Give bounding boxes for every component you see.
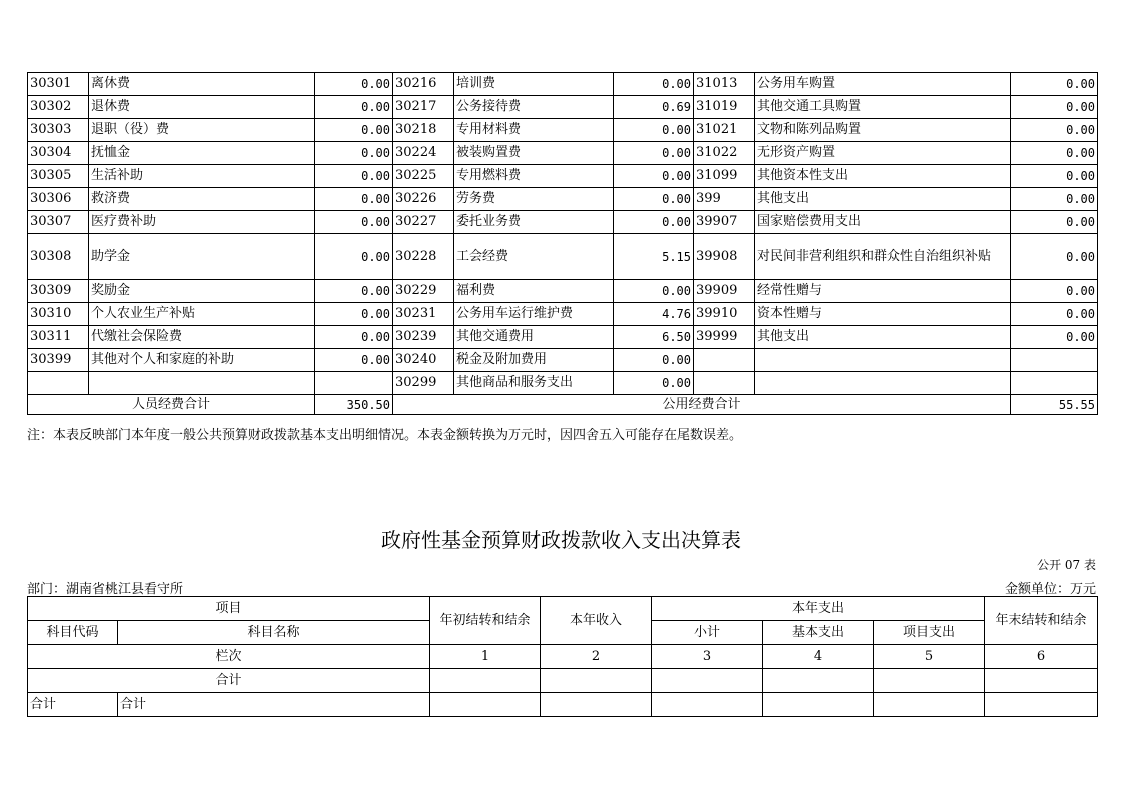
department-label: 部门：湖南省桃江县看守所 (27, 582, 184, 597)
cell-code: 39907 (694, 211, 755, 234)
table-row (28, 326, 1098, 349)
cell-code: 39999 (694, 326, 755, 349)
cell-name: 其他对个人和家庭的补助 (89, 349, 315, 372)
cell-code: 30229 (393, 280, 454, 303)
cell-value: 0.00 (614, 280, 694, 303)
cell-name: 其他支出 (755, 326, 1011, 349)
cell-value: 0.00 (614, 211, 694, 234)
cell-name (755, 349, 1011, 372)
cell-value: 0.00 (614, 372, 694, 395)
cell-code: 31099 (694, 165, 755, 188)
cell-name: 税金及附加费用 (454, 349, 614, 372)
cell-name: 个人农业生产补贴 (89, 303, 315, 326)
table-row (28, 349, 1098, 372)
cell-code: 30216 (393, 73, 454, 96)
cell-value: 5.15 (614, 234, 694, 280)
public-total-label: 公用经费合计 (393, 395, 1011, 415)
header-income: 本年收入 (541, 597, 652, 645)
cell-value: 0.00 (1011, 211, 1098, 234)
cell-value: 0.00 (1011, 326, 1098, 349)
table-row (28, 119, 1098, 142)
header-subject-name: 科目名称 (118, 621, 430, 645)
cell-name: 对民间非营利组织和群众性自治组织补贴 (755, 234, 1011, 280)
table-row (28, 142, 1098, 165)
column-number: 2 (541, 645, 652, 669)
empty-cell (874, 669, 985, 693)
expense-table-body (28, 73, 1098, 395)
table-row (28, 73, 1098, 96)
cell-code: 30239 (393, 326, 454, 349)
cell-name: 离休费 (89, 73, 315, 96)
amount-unit-label: 金额单位：万元 (1004, 582, 1096, 597)
cell-code: 30309 (28, 280, 89, 303)
cell-name: 国家赔偿费用支出 (755, 211, 1011, 234)
cell-name: 退职（役）费 (89, 119, 315, 142)
cell-code: 31019 (694, 96, 755, 119)
table-row (28, 96, 1098, 119)
table-row (28, 188, 1098, 211)
cell-code: 39908 (694, 234, 755, 280)
column-number: 5 (874, 645, 985, 669)
fund-total-label: 合计 (28, 669, 430, 693)
cell-name: 专用材料费 (454, 119, 614, 142)
cell-code: 399 (694, 188, 755, 211)
cell-value: 0.00 (614, 73, 694, 96)
cell-code: 30224 (393, 142, 454, 165)
cell-name: 助学金 (89, 234, 315, 280)
personnel-total-value: 350.50 (315, 395, 393, 415)
cell-value: 0.00 (614, 349, 694, 372)
page-title: 政府性基金预算财政拨款收入支出决算表 (381, 528, 741, 552)
cell-name: 医疗费补助 (89, 211, 315, 234)
cell-code: 30302 (28, 96, 89, 119)
table-note: 注：本表反映部门本年度一般公共预算财政拨款基本支出明细情况。本表金额转换为万元时，因四舍五入可能存在尾数误差。 (27, 428, 743, 443)
cell-name: 资本性赠与 (755, 303, 1011, 326)
cell-value: 0.00 (614, 188, 694, 211)
cell-code (694, 349, 755, 372)
government-fund-table (27, 596, 1098, 717)
basic-expenditure-detail-table (27, 72, 1098, 415)
cell-value: 0.00 (315, 303, 393, 326)
fund-total-row (28, 669, 1098, 693)
personnel-total-label: 人员经费合计 (28, 395, 315, 415)
cell-code: 30240 (393, 349, 454, 372)
cell-code: 30227 (393, 211, 454, 234)
cell-code: 30305 (28, 165, 89, 188)
cell-value: 0.00 (315, 188, 393, 211)
table-row (28, 234, 1098, 280)
cell-name: 无形资产购置 (755, 142, 1011, 165)
cell-code (28, 372, 89, 395)
cell-code: 30307 (28, 211, 89, 234)
cell-code: 30225 (393, 165, 454, 188)
cell-name: 福利费 (454, 280, 614, 303)
cell-name: 退休费 (89, 96, 315, 119)
empty-cell (985, 693, 1098, 717)
cell-name: 代缴社会保险费 (89, 326, 315, 349)
cell-name: 公务用车运行维护费 (454, 303, 614, 326)
cell-code: 30299 (393, 372, 454, 395)
cell-value: 0.00 (315, 142, 393, 165)
table-row (28, 165, 1098, 188)
header-item: 项目 (28, 597, 430, 621)
cell-value: 6.50 (614, 326, 694, 349)
cell-name: 其他支出 (755, 188, 1011, 211)
cell-name: 专用燃料费 (454, 165, 614, 188)
cell-value: 0.00 (315, 349, 393, 372)
cell-value: 0.00 (1011, 280, 1098, 303)
cell-value: 0.00 (315, 211, 393, 234)
cell-code: 30311 (28, 326, 89, 349)
cell-value (1011, 372, 1098, 395)
total-row (28, 395, 1098, 415)
column-number: 4 (763, 645, 874, 669)
cell-name: 公务用车购置 (755, 73, 1011, 96)
cell-code: 31021 (694, 119, 755, 142)
empty-cell (541, 693, 652, 717)
header-row-1 (28, 597, 1098, 621)
public-total-value: 55.55 (1011, 395, 1098, 415)
cell-code: 30301 (28, 73, 89, 96)
cell-code: 30226 (393, 188, 454, 211)
empty-cell (763, 669, 874, 693)
column-number-row (28, 645, 1098, 669)
cell-name: 奖励金 (89, 280, 315, 303)
fund-subject-code: 合计 (28, 693, 118, 717)
cell-value: 0.69 (614, 96, 694, 119)
cell-value: 0.00 (614, 119, 694, 142)
cell-code: 30399 (28, 349, 89, 372)
cell-value: 0.00 (1011, 303, 1098, 326)
cell-value: 0.00 (315, 96, 393, 119)
table-row (28, 211, 1098, 234)
cell-name: 被装购置费 (454, 142, 614, 165)
cell-value: 4.76 (614, 303, 694, 326)
cell-name: 其他交通工具购置 (755, 96, 1011, 119)
empty-cell (985, 669, 1098, 693)
cell-value: 0.00 (1011, 234, 1098, 280)
cell-code: 31013 (694, 73, 755, 96)
cell-name: 培训费 (454, 73, 614, 96)
header-expenditure: 本年支出 (652, 597, 985, 621)
cell-value: 0.00 (1011, 96, 1098, 119)
cell-code: 30217 (393, 96, 454, 119)
cell-value: 0.00 (315, 280, 393, 303)
empty-cell (541, 669, 652, 693)
fund-data-row (28, 693, 1098, 717)
cell-value: 0.00 (315, 165, 393, 188)
cell-value: 0.00 (614, 142, 694, 165)
cell-code: 39909 (694, 280, 755, 303)
cell-value: 0.00 (614, 165, 694, 188)
cell-name: 委托业务费 (454, 211, 614, 234)
form-number: 公开 07 表 (1037, 558, 1096, 572)
table-row (28, 280, 1098, 303)
column-number: 6 (985, 645, 1098, 669)
cell-name (89, 372, 315, 395)
cell-name: 工会经费 (454, 234, 614, 280)
header-subtotal: 小计 (652, 621, 763, 645)
cell-name: 经常性赠与 (755, 280, 1011, 303)
empty-cell (430, 693, 541, 717)
empty-cell (652, 669, 763, 693)
cell-name: 其他商品和服务支出 (454, 372, 614, 395)
cell-code: 39910 (694, 303, 755, 326)
cell-value: 0.00 (315, 73, 393, 96)
cell-name: 其他资本性支出 (755, 165, 1011, 188)
column-number: 3 (652, 645, 763, 669)
cell-value: 0.00 (315, 234, 393, 280)
cell-name: 生活补助 (89, 165, 315, 188)
cell-value: 0.00 (1011, 165, 1098, 188)
cell-code: 31022 (694, 142, 755, 165)
header-closing-balance: 年末结转和结余 (985, 597, 1098, 645)
column-number: 1 (430, 645, 541, 669)
cell-value: 0.00 (1011, 142, 1098, 165)
cell-name: 抚恤金 (89, 142, 315, 165)
empty-cell (874, 693, 985, 717)
cell-code: 30303 (28, 119, 89, 142)
cell-code: 30218 (393, 119, 454, 142)
header-project: 项目支出 (874, 621, 985, 645)
cell-value (315, 372, 393, 395)
cell-name: 公务接待费 (454, 96, 614, 119)
fund-subject-name: 合计 (118, 693, 430, 717)
cell-code: 30306 (28, 188, 89, 211)
header-opening-balance: 年初结转和结余 (430, 597, 541, 645)
cell-code: 30304 (28, 142, 89, 165)
table-row (28, 372, 1098, 395)
cell-value: 0.00 (1011, 119, 1098, 142)
cell-value: 0.00 (1011, 73, 1098, 96)
cell-value: 0.00 (315, 326, 393, 349)
column-number-label: 栏次 (28, 645, 430, 669)
header-basic: 基本支出 (763, 621, 874, 645)
cell-value: 0.00 (315, 119, 393, 142)
cell-name: 救济费 (89, 188, 315, 211)
empty-cell (763, 693, 874, 717)
cell-name: 劳务费 (454, 188, 614, 211)
table-row (28, 303, 1098, 326)
cell-name (755, 372, 1011, 395)
header-subject-code: 科目代码 (28, 621, 118, 645)
cell-code (694, 372, 755, 395)
cell-value: 0.00 (1011, 188, 1098, 211)
cell-code: 30310 (28, 303, 89, 326)
cell-code: 30228 (393, 234, 454, 280)
cell-value (1011, 349, 1098, 372)
cell-name: 文物和陈列品购置 (755, 119, 1011, 142)
cell-code: 30231 (393, 303, 454, 326)
cell-code: 30308 (28, 234, 89, 280)
empty-cell (652, 693, 763, 717)
empty-cell (430, 669, 541, 693)
cell-name: 其他交通费用 (454, 326, 614, 349)
